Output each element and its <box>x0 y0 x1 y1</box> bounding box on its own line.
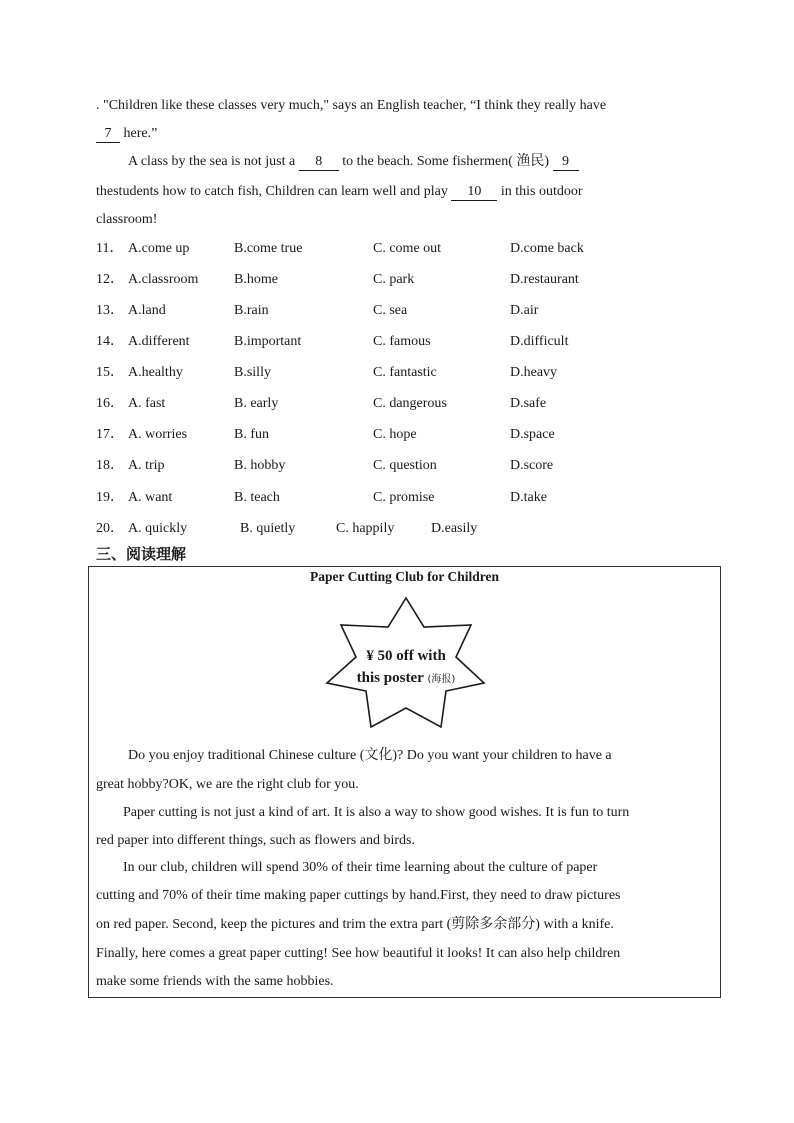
question-number: 19． <box>96 490 124 505</box>
question-number: 16． <box>96 396 124 411</box>
cloze-line-1: . "Children like these classes very much," says an English teacher, “I think they really have <box>96 98 607 113</box>
cloze-line-4 <box>96 183 583 201</box>
poster-box <box>88 566 721 998</box>
option-a: A.different <box>128 334 190 349</box>
question-number: 20． <box>96 521 124 536</box>
option-c: C. come out <box>373 241 442 256</box>
option-d: D.come back <box>510 241 584 256</box>
option-d: D.take <box>510 490 547 505</box>
option-b: B. fun <box>234 427 269 442</box>
poster-paragraph-line: Finally, here comes a great paper cutting! See how beautiful it looks! It can also help children <box>96 946 621 961</box>
question-number: 14． <box>96 334 124 349</box>
option-b: B. hobby <box>234 458 286 473</box>
option-b: B.come true <box>234 241 303 256</box>
option-b: B.important <box>234 334 302 349</box>
cloze-line-4-part-a: thestudents how to catch fish, Children can learn well and play <box>96 184 452 199</box>
blank-7: 7 <box>96 126 120 143</box>
question-number: 13． <box>96 303 124 318</box>
option-d: D.easily <box>431 521 478 536</box>
option-c: C. sea <box>373 303 408 318</box>
cloze-line-4-part-b: in this outdoor <box>497 184 583 199</box>
blank-8: 8 <box>299 154 339 171</box>
star-note: (海报) <box>427 674 456 685</box>
poster-paragraph-line: on red paper. Second, keep the pictures and trim the extra part (剪除多余部分) with a knife. <box>96 917 614 932</box>
cloze-line-3-part-a: A class by the sea is not just a <box>128 154 299 169</box>
cloze-line-2-text: here.” <box>120 126 158 141</box>
option-a: A.land <box>128 303 166 318</box>
option-d: D.score <box>510 458 554 473</box>
poster-title: Paper Cutting Club for Children <box>309 569 500 584</box>
option-a: A.healthy <box>128 365 183 380</box>
option-d: D.difficult <box>510 334 569 349</box>
poster-paragraph-line: cutting and 70% of their time making paper cuttings by hand.First, they need to draw pictures <box>96 888 621 903</box>
question-number: 17． <box>96 427 124 442</box>
option-b: B.silly <box>234 365 271 380</box>
poster-paragraph-line: make some friends with the same hobbies. <box>96 974 334 989</box>
option-a: A.classroom <box>128 272 199 287</box>
option-c: C. fantastic <box>373 365 437 380</box>
poster-paragraph-line: Do you enjoy traditional Chinese culture (文化)? Do you want your children to have a <box>128 748 612 763</box>
question-number: 15． <box>96 365 124 380</box>
option-a: A. quickly <box>128 521 188 536</box>
star-line-2: this poster <box>356 670 424 686</box>
cloze-line-3 <box>128 153 579 171</box>
option-c: C. happily <box>336 521 395 536</box>
poster-paragraph-line: great hobby?OK, we are the right club for you. <box>96 777 359 792</box>
cloze-line-2 <box>96 125 157 143</box>
cloze-line-5: classroom! <box>96 212 158 227</box>
option-a: A.come up <box>128 241 190 256</box>
blank-10: 10 <box>451 184 497 201</box>
option-d: D.restaurant <box>510 272 579 287</box>
option-c: C. dangerous <box>373 396 447 411</box>
option-d: D.space <box>510 427 555 442</box>
option-c: C. question <box>373 458 437 473</box>
option-b: B. quietly <box>240 521 296 536</box>
option-c: C. park <box>373 272 415 287</box>
option-a: A. worries <box>128 427 188 442</box>
question-number: 11． <box>96 241 124 256</box>
discount-star-badge <box>321 595 491 735</box>
option-b: B.rain <box>234 303 269 318</box>
poster-paragraph-line: In our club, children will spend 30% of their time learning about the culture of paper <box>123 860 598 875</box>
poster-paragraph-line: Paper cutting is not just a kind of art. It is also a way to show good wishes. It is fun to turn <box>123 805 630 820</box>
option-b: B. early <box>234 396 279 411</box>
option-b: B.home <box>234 272 278 287</box>
option-d: D.air <box>510 303 539 318</box>
option-a: A. fast <box>128 396 166 411</box>
question-number: 12． <box>96 272 124 287</box>
question-number: 18． <box>96 458 124 473</box>
star-shape-icon <box>321 595 491 735</box>
option-d: D.heavy <box>510 365 558 380</box>
cloze-line-3-part-b: to the beach. Some fishermen( 渔民) <box>338 154 553 169</box>
option-a: A. want <box>128 490 173 505</box>
option-c: C. promise <box>373 490 435 505</box>
option-d: D.safe <box>510 396 547 411</box>
star-line-1: ¥ 50 off with <box>366 648 446 664</box>
blank-9: 9 <box>553 154 579 171</box>
option-c: C. famous <box>373 334 431 349</box>
poster-paragraph-line: red paper into different things, such as flowers and birds. <box>96 833 415 848</box>
section-title-reading: 三、阅读理解 <box>96 545 187 563</box>
option-a: A. trip <box>128 458 165 473</box>
option-b: B. teach <box>234 490 280 505</box>
option-c: C. hope <box>373 427 417 442</box>
